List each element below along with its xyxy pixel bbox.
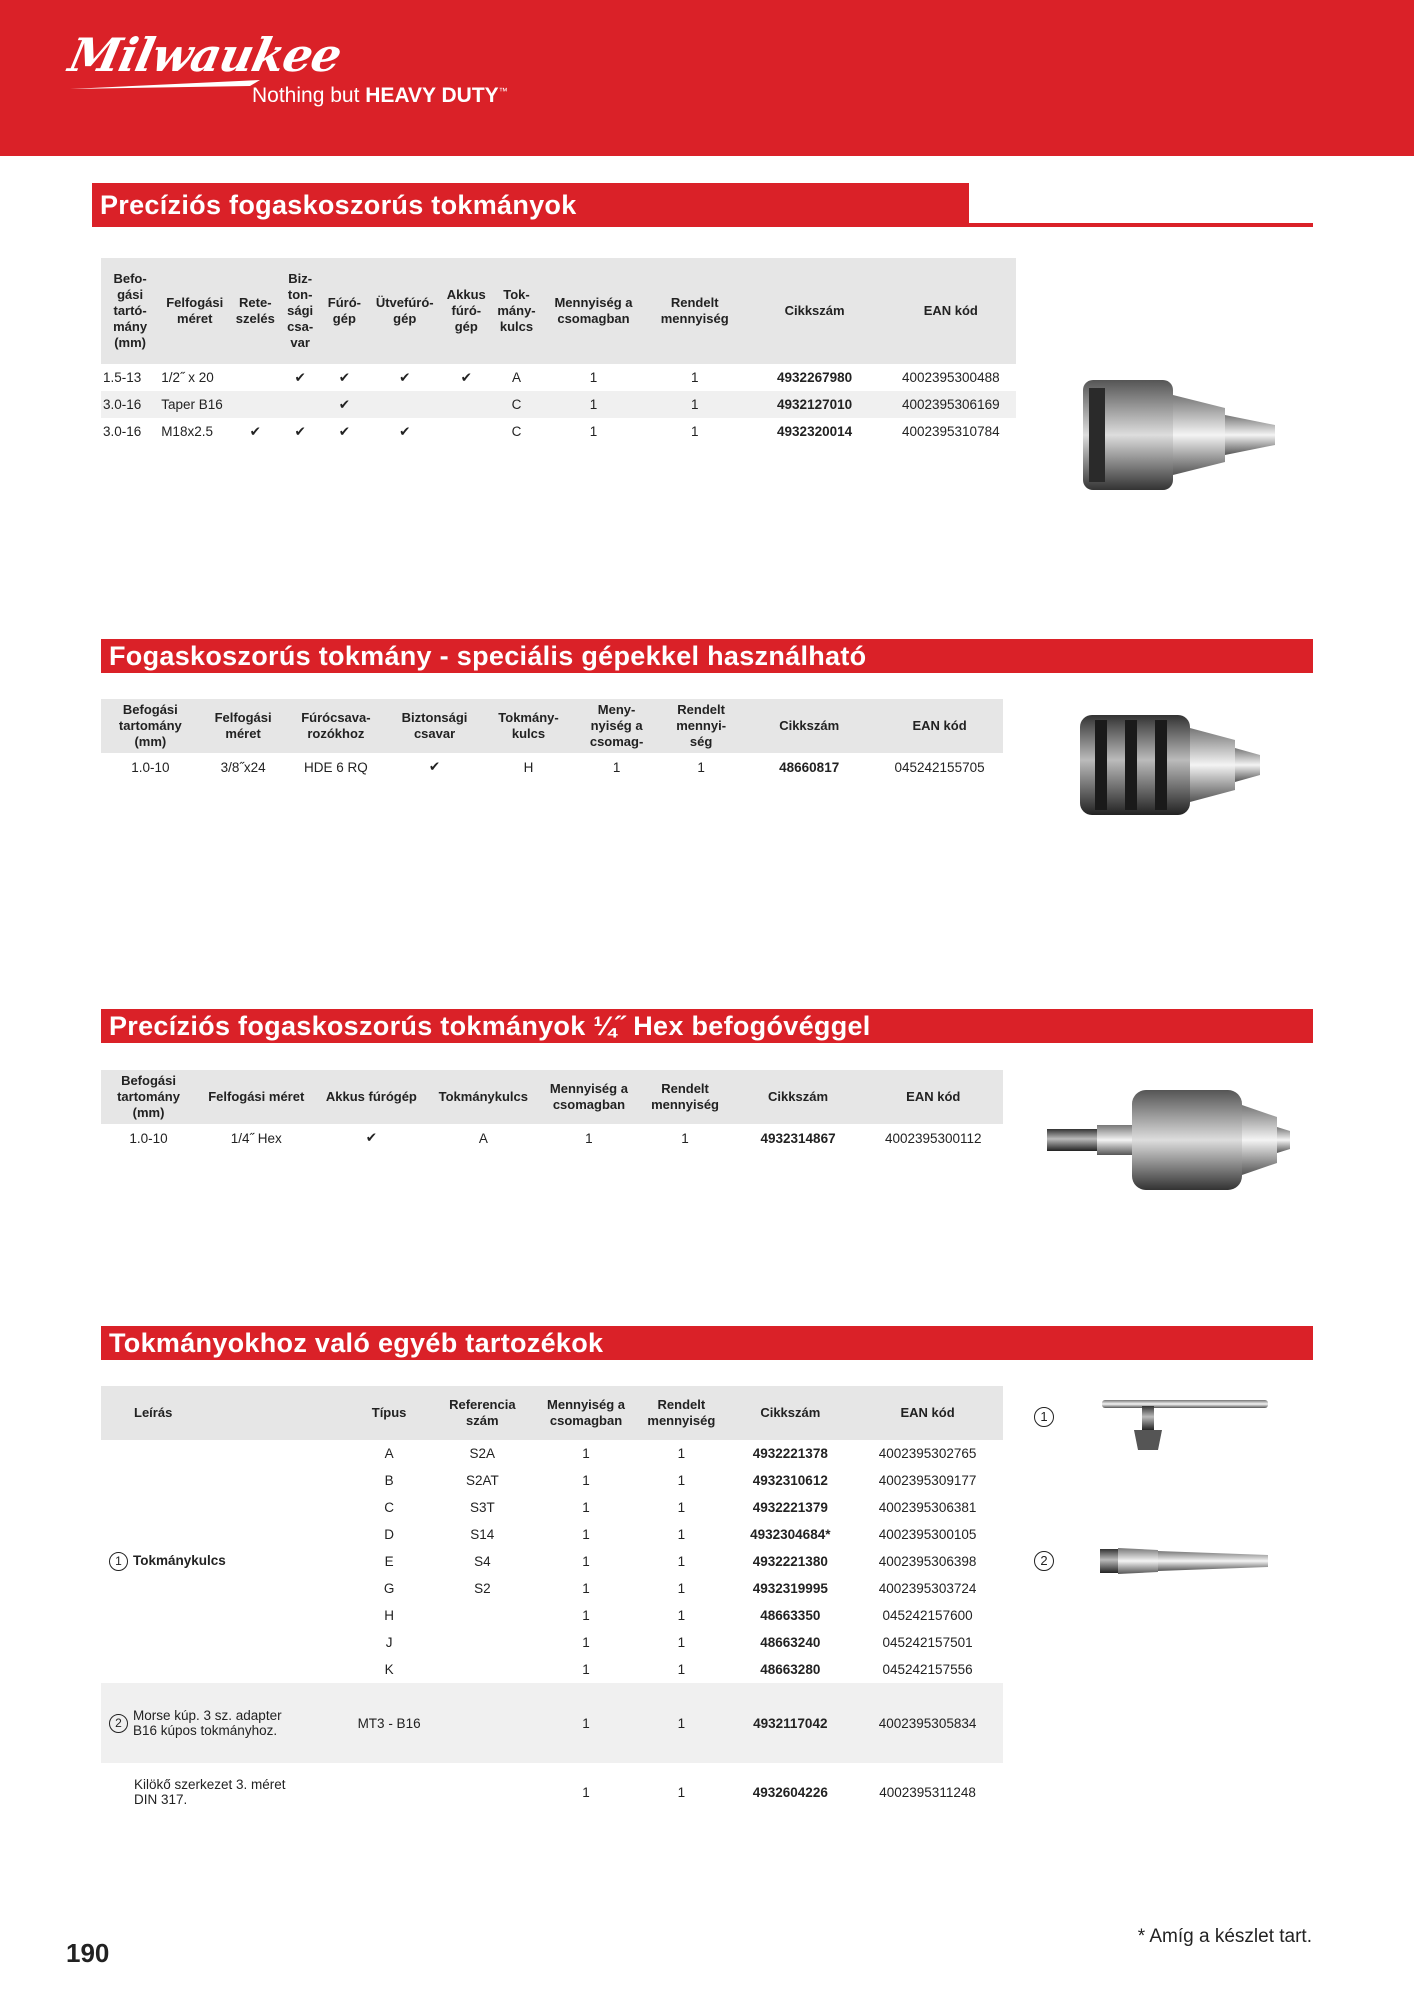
column-header: Cikkszám <box>744 258 886 364</box>
section1-title-rule <box>969 223 1313 227</box>
table-cell: 1 <box>589 370 598 385</box>
section4-title: Tokmányokhoz való egyéb tartozékok <box>101 1326 1313 1360</box>
table-cell: 1 <box>582 1473 590 1488</box>
table-cell: 4932221378 <box>752 1446 828 1461</box>
table-row-kiloko <box>101 1763 1003 1821</box>
table-row <box>101 1124 1003 1152</box>
table-cell: 4932221380 <box>752 1554 828 1569</box>
table-cell: 3.0-16 <box>101 391 159 418</box>
column-header: Akkus fúrógép <box>316 1070 426 1124</box>
table-cell: C <box>492 391 541 418</box>
table-cell: 1 <box>677 1662 686 1677</box>
table-cell: ✔ <box>428 759 441 774</box>
column-header: EAN kód <box>886 258 1016 364</box>
table-cell: 4932221379 <box>752 1500 828 1515</box>
table-cell <box>351 1763 426 1821</box>
table-cell <box>427 1629 538 1656</box>
table-cell: MT3 - B16 <box>351 1683 426 1763</box>
table-cell: 1 <box>582 1527 590 1542</box>
table-cell: ✔ <box>249 423 261 439</box>
table-cell: S4 <box>474 1554 491 1569</box>
table-cell: 1 <box>677 1608 686 1623</box>
table-cell: 4002395311248 <box>879 1784 976 1800</box>
header-banner <box>0 0 1414 156</box>
morse-description <box>101 1683 351 1763</box>
table-cell: A <box>384 1446 394 1461</box>
table-cell: 1 <box>677 1527 686 1542</box>
table-cell: 1 <box>582 1784 590 1800</box>
table-cell: 045242157556 <box>882 1662 973 1677</box>
table-cell: A <box>511 370 521 385</box>
table-cell: 4932310612 <box>752 1473 828 1488</box>
column-header: Fúrócsava- rozókhoz <box>287 699 386 753</box>
table-cell <box>427 1602 538 1629</box>
table-cell: 48663240 <box>760 1635 821 1650</box>
tagline: Nothing but HEAVY DUTY™ <box>252 84 508 107</box>
table-cell: 1 <box>677 1554 686 1569</box>
table-cell <box>230 391 280 418</box>
column-header: EAN kód <box>852 1386 1003 1440</box>
column-header: Akkus fúró- gép <box>441 258 492 364</box>
table-cell <box>441 418 492 445</box>
table-cell: ✔ <box>294 423 306 439</box>
table-cell: 1 <box>612 759 621 775</box>
table-cell: 4932319995 <box>752 1581 828 1596</box>
column-header: Biztonsági csavar <box>385 699 484 753</box>
table-cell: 4002395300105 <box>878 1527 977 1542</box>
table-cell <box>369 391 441 418</box>
table-cell: 4002395303724 <box>878 1581 977 1596</box>
table-cell: J <box>385 1635 393 1650</box>
column-header: Biz- ton- sági csa- var <box>280 258 320 364</box>
table-cell: 1.0-10 <box>129 1130 168 1146</box>
table-cell: 4002395300112 <box>884 1130 982 1146</box>
column-header: Cikkszám <box>729 1386 853 1440</box>
group-label-tokmanykulcs <box>101 1440 351 1683</box>
chuck-key-image <box>1100 1392 1270 1462</box>
column-header: Mennyiség a csomagban <box>540 1070 637 1124</box>
table-cell: D <box>384 1527 394 1542</box>
table-header-row <box>101 258 1016 364</box>
table-cell: 4002395306169 <box>886 391 1016 418</box>
table-cell: 1 <box>677 1473 686 1488</box>
table-cell: K <box>384 1662 394 1677</box>
table-cell: M18x2.5 <box>161 424 213 439</box>
table-cell: S2A <box>469 1446 496 1461</box>
table-cell: ✔ <box>338 423 351 439</box>
table-cell: 1 <box>582 1446 590 1461</box>
table-cell: ✔ <box>294 369 306 385</box>
table-cell: 1 <box>582 1662 590 1677</box>
table-cell: 045242157600 <box>882 1608 973 1623</box>
section2-title: Fogaskoszorús tokmány - speciális gépekkel használható <box>101 639 1313 673</box>
column-header: Mennyiség a csomagban <box>538 1386 634 1440</box>
section1-title: Precíziós fogaskoszorús tokmányok <box>92 183 969 227</box>
table-header-row <box>101 1386 1003 1440</box>
section4-table <box>101 1386 1003 1821</box>
chuck-image-2 <box>1075 710 1265 820</box>
table-cell: 1 <box>677 1635 686 1650</box>
table-cell: 1 <box>538 1683 634 1763</box>
column-header: Rendelt mennyi- ség <box>660 699 742 753</box>
column-header: Rendelt mennyiség <box>638 1070 733 1124</box>
table-cell: 1/2˝ x 20 <box>161 370 214 385</box>
table-cell <box>427 1763 538 1821</box>
table-cell: 1 <box>589 424 598 439</box>
table-cell: E <box>384 1554 394 1569</box>
table-cell: ✔ <box>399 369 411 385</box>
table-cell: 1 <box>677 1446 686 1461</box>
table-cell: H <box>384 1608 394 1623</box>
table-cell: 045242155705 <box>894 759 985 775</box>
column-header: EAN kód <box>864 1070 1003 1124</box>
table-cell: 1 <box>582 1581 590 1596</box>
table-cell: 4002395309177 <box>878 1473 977 1488</box>
table-cell: 4002395310784 <box>901 424 1000 439</box>
table-cell: 4002395300488 <box>901 370 1000 385</box>
table-cell: B <box>384 1473 394 1488</box>
section2-table <box>101 699 1003 781</box>
page-number: 190 <box>66 1938 110 1968</box>
table-cell: 4002395306381 <box>878 1500 977 1515</box>
chuck-image-3 <box>1042 1085 1292 1195</box>
table-cell: 4002395306398 <box>878 1554 977 1569</box>
table-cell: 1 <box>677 1784 686 1800</box>
group-label-text: Tokmánykulcs <box>133 1553 226 1569</box>
table-cell: S14 <box>470 1527 495 1542</box>
column-header: Befo- gási tartó- mány (mm) <box>101 258 159 364</box>
table-cell: 4002395305834 <box>852 1683 1003 1763</box>
table-cell: 4932267980 <box>777 370 853 385</box>
table-cell: 1 <box>582 1500 590 1515</box>
table-cell: 1 <box>690 424 699 439</box>
column-header: Mennyiség a csomagban <box>541 258 646 364</box>
column-header: Meny- nyiség a csomag- <box>573 699 660 753</box>
table-cell: 1 <box>582 1635 590 1650</box>
column-header: Rete- szelés <box>230 258 280 364</box>
column-header: Rendelt mennyiség <box>634 1386 728 1440</box>
column-header: Tokmány- kulcs <box>484 699 573 753</box>
table-cell: 4932127010 <box>744 391 886 418</box>
table-cell <box>441 391 492 418</box>
table-cell: 1/4˝ Hex <box>230 1130 282 1146</box>
table-header-row <box>101 1070 1003 1124</box>
table-cell: 4932604226 <box>752 1784 828 1800</box>
table-header-row <box>101 699 1003 753</box>
table-cell: 045242157501 <box>882 1635 973 1650</box>
column-header: Befogási tartomány (mm) <box>101 1070 196 1124</box>
image-marker-1: 1 <box>1034 1407 1054 1427</box>
table-cell: G <box>383 1581 395 1596</box>
table-cell: 48663280 <box>760 1662 821 1677</box>
brand-logo: Milwaukee <box>64 28 346 82</box>
table-cell: 1.0-10 <box>131 759 170 775</box>
table-row <box>101 364 1016 391</box>
table-row <box>101 391 1016 418</box>
table-cell: 1 <box>582 1554 590 1569</box>
table-cell: Kilökő szerkezet 3. méret DIN 317. <box>134 1777 286 1807</box>
table-cell: ✔ <box>320 391 369 418</box>
morse-label: Morse kúp. 3 sz. adapter B16 kúpos tokmányhoz. <box>133 1708 282 1738</box>
section3-table <box>101 1070 1003 1152</box>
table-row <box>101 1440 1003 1467</box>
table-cell: 4932320014 <box>777 424 853 439</box>
table-cell: 1 <box>690 370 699 385</box>
table-cell: 1 <box>677 1581 686 1596</box>
table-cell: 1 <box>634 1683 728 1763</box>
table-cell: ✔ <box>338 369 351 385</box>
table-cell: 1 <box>677 1500 686 1515</box>
image-marker-2: 2 <box>1034 1551 1054 1571</box>
table-cell: 1 <box>541 391 646 418</box>
column-header: Befogási tartomány (mm) <box>101 699 200 753</box>
column-header: EAN kód <box>876 699 1003 753</box>
table-cell: 4932117042 <box>729 1683 853 1763</box>
table-row <box>101 753 1003 781</box>
marker-1: 1 <box>109 1552 128 1571</box>
table-cell: 4932314867 <box>760 1130 836 1146</box>
table-cell: 1 <box>681 1130 689 1146</box>
table-cell: 4932304684* <box>750 1527 831 1542</box>
table-cell: ✔ <box>399 423 411 439</box>
table-cell: 3/8˝x24 <box>220 759 266 775</box>
column-header: Rendelt mennyiség <box>646 258 744 364</box>
table-cell: ✔ <box>460 369 472 385</box>
column-header: Ütvefúró- gép <box>369 258 441 364</box>
table-cell: H <box>523 759 534 775</box>
table-cell: 3.0-16 <box>103 424 142 439</box>
table-cell: 1 <box>646 391 744 418</box>
table-cell <box>427 1656 538 1683</box>
table-cell: 1.5-13 <box>103 370 142 385</box>
column-header: Referencia szám <box>427 1386 538 1440</box>
table-cell: 1 <box>582 1608 590 1623</box>
table-cell: 4002395302765 <box>878 1446 977 1461</box>
column-header: Típus <box>351 1386 426 1440</box>
column-header: Felfogási méret <box>159 258 230 364</box>
morse-adapter-image <box>1098 1545 1273 1577</box>
table-cell: 1 <box>697 759 705 775</box>
table-cell: 1 <box>585 1130 593 1146</box>
table-cell: S3T <box>469 1500 495 1515</box>
stock-note: * Amíg a készlet tart. <box>1137 1926 1312 1947</box>
table-cell <box>280 391 320 418</box>
logo-swoosh <box>70 80 260 90</box>
column-header: Tok- mány- kulcs <box>492 258 541 364</box>
section1-table <box>101 258 1016 445</box>
chuck-image-1 <box>1075 370 1285 500</box>
column-header: Tokmánykulcs <box>426 1070 540 1124</box>
table-cell: ✔ <box>365 1130 378 1145</box>
table-row-morse <box>101 1683 1003 1763</box>
table-cell: S2AT <box>465 1473 499 1488</box>
table-row <box>101 418 1016 445</box>
table-cell: Taper B16 <box>159 391 230 418</box>
column-header: Cikkszám <box>733 1070 864 1124</box>
table-cell: HDE 6 RQ <box>304 759 368 775</box>
marker-2: 2 <box>109 1714 128 1733</box>
table-cell: S2 <box>474 1581 491 1596</box>
section3-title: Precíziós fogaskoszorús tokmányok ¼˝ Hex befogóvéggel <box>101 1009 1313 1043</box>
column-header: Cikkszám <box>742 699 876 753</box>
table-cell: 48660817 <box>779 759 840 775</box>
table-cell: A <box>478 1130 488 1146</box>
column-header: Fúró- gép <box>320 258 369 364</box>
column-header: Felfogási méret <box>200 699 287 753</box>
table-cell: C <box>384 1500 394 1515</box>
table-cell: 48663350 <box>760 1608 821 1623</box>
table-cell <box>427 1683 538 1763</box>
table-cell: C <box>511 424 522 439</box>
column-header: Leírás <box>101 1386 351 1440</box>
column-header: Felfogási méret <box>196 1070 316 1124</box>
table-cell <box>230 364 280 391</box>
